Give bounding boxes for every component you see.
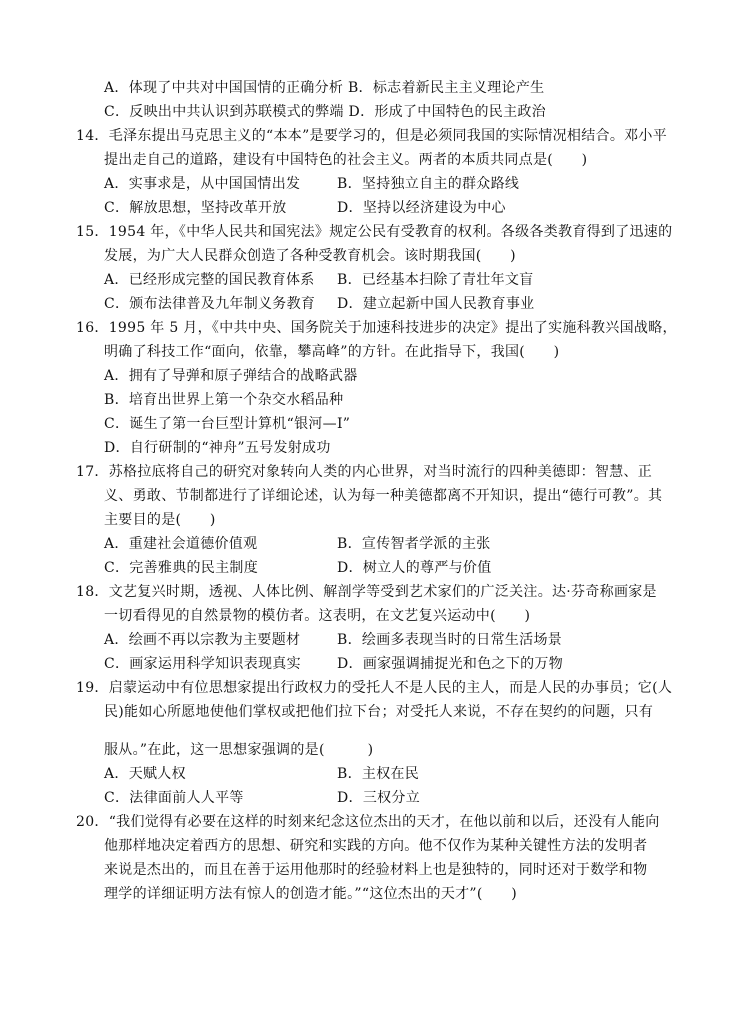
q20-stem-line1: 20．“我们觉得有必要在这样的时刻来纪念这位杰出的天才，在他以前和以后，还没有人能向 [76,814,660,830]
q14-option-c: C．解放思想，坚持改革开放 [104,200,287,216]
q16-option-b: B．培育出世界上第一个杂交水稻品种 [104,392,344,408]
q17-option-c: C．完善雅典的民主制度 [104,560,259,576]
q13-options-cd: C．反映出中共认识到苏联模式的弊端 D．形成了中国特色的民主政治 [104,104,546,120]
q14-option-d: D．坚持以经济建设为中心 [337,200,506,216]
q16-stem-line1: 16．1995 年 5 月，《中共中央、国务院关于加速科技进步的决定》提出了实施科教兴国战略， [76,320,677,336]
q17-option-d: D．树立人的尊严与价值 [337,560,492,576]
q15-option-d: D．建立起新中国人民教育事业 [337,296,535,312]
q17-stem-line3: 主要目的是( ) [104,512,216,528]
q19-option-b: B．主权在民 [337,766,420,782]
q16-option-d: D．自行研制的“神舟”五号发射成功 [104,440,331,456]
q15-option-b: B．已经基本扫除了青壮年文盲 [337,272,534,288]
q16-option-c: C．诞生了第一台巨型计算机“银河—Ⅰ” [104,416,351,432]
q14-stem-line2: 提出走自己的道路，建设有中国特色的社会主义。两者的本质共同点是( ) [104,152,588,168]
q20-stem-line2: 他那样地决定着西方的思想、研究和实践的方向。他不仅作为某种关键性方法的发明者 [104,838,648,854]
q17-option-b: B．宣传智者学派的主张 [337,536,491,552]
q16-stem-line2: 明确了科技工作“面向，依靠，攀高峰”的方针。在此指导下，我国( ) [104,344,560,360]
q18-option-b: B．绘画多表现当时的日常生活场景 [337,632,563,648]
q18-stem-line1: 18．文艺复兴时期，透视、人体比例、解剖学等受到艺术家们的广泛关注。达·芬奇称画家是 [76,584,657,600]
q20-stem-line4: 理学的详细证明方法有惊人的创造才能。”“这位杰出的天才”( ) [104,886,517,902]
q13-options-ab: A．体现了中共对中国国情的正确分析 B．标志着新民主主义理论产生 [104,80,545,96]
q15-stem-line2: 发展，为广大人民群众创造了各种受教育机会。该时期我国( ) [104,248,516,264]
q19-stem-line2: 民)能如心所愿地使他们掌权或把他们拉下台；对受托人来说，不存在契约的问题，只有 [104,704,654,720]
q18-option-c: C．画家运用科学知识表现真实 [104,656,301,672]
q14-option-b: B．坚持独立自主的群众路线 [337,176,520,192]
q16-option-a: A．拥有了导弹和原子弹结合的战略武器 [104,368,358,384]
q15-stem-line1: 15．1954 年，《中华人民共和国宪法》规定公民有受教育的权利。各级各类教育得到了迅速的 [76,224,673,240]
q14-option-a: A．实事求是，从中国国情出发 [104,176,301,192]
q17-option-a: A．重建社会道德价值观 [104,536,258,552]
q18-option-a: A．绘画不再以宗教为主要题材 [104,632,301,648]
q15-option-a: A．已经形成完整的国民教育体系 [104,272,315,288]
q19-stem-line3: 服从。”在此，这一思想家强调的是( ) [104,742,374,758]
q20-stem-line3: 来说是杰出的，而且在善于运用他那时的经验材料上也是独特的，同时还对于数学和物 [104,862,648,878]
q19-option-a: A．天赋人权 [104,766,186,782]
q19-option-c: C．法律面前人人平等 [104,790,244,806]
q18-option-d: D．画家强调捕捉光和色之下的万物 [337,656,564,672]
q18-stem-line2: 一切看得见的自然景物的模仿者。这表明，在文艺复兴运动中( ) [104,608,531,624]
q17-stem-line2: 义、勇敢、节制都进行了详细论述，认为每一种美德都离不开知识，提出“德行可教”。其 [104,488,663,504]
q15-option-c: C．颁布法律普及九年制义务教育 [104,296,316,312]
q14-stem-line1: 14．毛泽东提出马克思主义的“本本”是要学习的，但是必须同我国的实际情况相结合。邓小平 [76,128,668,144]
q19-stem-line1: 19．启蒙运动中有位思想家提出行政权力的受托人不是人民的主人，而是人民的办事员；它(人 [76,680,673,696]
q19-option-d: D．三权分立 [337,790,421,806]
q17-stem-line1: 17．苏格拉底将自己的研究对象转向人类的内心世界，对当时流行的四种美德即：智慧、正 [76,464,653,480]
